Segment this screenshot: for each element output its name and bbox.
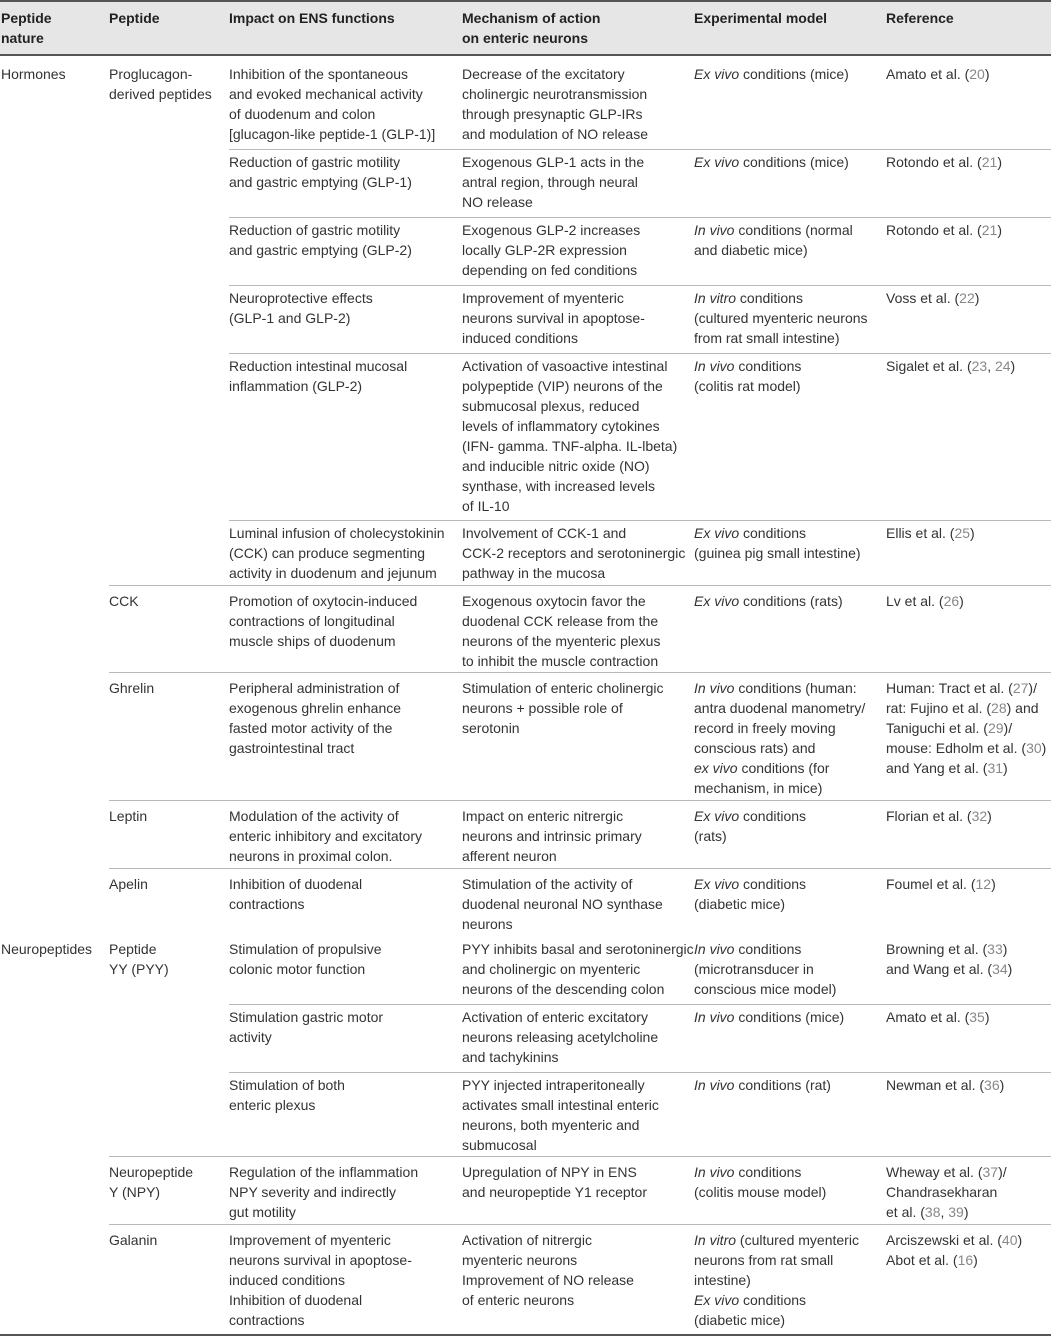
experimental-model-cell: [694, 591, 843, 611]
reference-cell: [886, 1162, 1007, 1222]
reference-text: Ellis et al. (: [886, 525, 955, 541]
reference-text: Sigalet et al. (: [886, 358, 972, 374]
row-divider: [229, 1004, 1051, 1005]
model-description: conditions (human: antra duodenal manometry/ record in freely moving conscious rats) and: [694, 680, 866, 756]
reference-number: 21: [981, 222, 998, 238]
model-condition-type: Ex vivo: [694, 66, 740, 82]
model-description: conditions (colitis mouse model): [694, 1164, 827, 1200]
reference-text: ): [1010, 358, 1016, 374]
reference-number: 21: [981, 154, 998, 170]
reference-number: 30: [1026, 740, 1042, 756]
row-divider: [109, 585, 1051, 586]
experimental-model-cell: [694, 523, 861, 563]
impact-cell: Inhibition of the spontaneous and evoked mechanical activity of duodenum and colon [glucagon-like peptide-1 (GLP-1)]: [229, 66, 436, 142]
model-description: conditions (microtransducer in conscious mice model): [694, 941, 837, 997]
reference-cell: [886, 356, 1015, 376]
reference-cell: [886, 939, 1012, 979]
reference-number: 31: [987, 760, 1004, 776]
reference-cell: [886, 1075, 1004, 1095]
reference-text: ): [987, 808, 992, 824]
reference-cell: [886, 1230, 1022, 1270]
reference-cell: [886, 152, 1002, 172]
mechanism-cell: Exogenous oxytocin favor the duodenal CCK release from the neurons of the myenteric plexus to inhibit the muscle contraction: [462, 593, 661, 669]
mechanism-cell: PYY inhibits basal and serotoninergic and cholinergic on myenteric neurons of the descending colon: [462, 941, 694, 997]
reference-text: Voss et al. (: [886, 290, 960, 306]
reference-text: ): [963, 1204, 969, 1220]
reference-text: ): [973, 1252, 978, 1268]
row-divider: [229, 1072, 1051, 1073]
model-description: conditions (rats): [694, 808, 807, 844]
experimental-model-cell: [694, 806, 806, 846]
reference-cell: [886, 591, 964, 611]
model-description: conditions (rats): [739, 593, 843, 609]
row-divider: [109, 868, 1051, 869]
reference-number: 22: [959, 290, 975, 306]
reference-text: Amato et al. (: [886, 1009, 970, 1025]
reference-text: )/ mouse: Edholm et al. (: [886, 720, 1027, 756]
model-condition-type: In vivo: [694, 941, 735, 957]
model-condition-type: In vivo: [694, 680, 735, 696]
impact-cell: Stimulation of propulsive colonic motor function: [229, 941, 382, 977]
nature-hormones: Hormones: [1, 66, 66, 82]
model-description: conditions (mice): [734, 1009, 845, 1025]
mechanism-cell: Involvement of CCK-1 and CCK-2 receptors and serotoninergic pathway in the mucosa: [462, 525, 686, 581]
model-condition-type: Ex vivo: [694, 593, 740, 609]
experimental-model-cell: [694, 1075, 831, 1095]
header-impact: Impact on ENS functions: [229, 10, 395, 26]
reference-text: ): [1003, 760, 1008, 776]
model-description: conditions (mice): [739, 66, 849, 82]
reference-number: 36: [984, 1077, 1000, 1093]
impact-cell: Promotion of oxytocin-induced contractions of longitudinal muscle ships of duodenum: [229, 593, 418, 649]
reference-cell: [886, 806, 992, 826]
reference-cell: [886, 288, 979, 308]
reference-text: ) and Yang et al. (: [886, 740, 1047, 776]
mechanism-cell: Upregulation of NPY in ENS and neuropeptide Y1 receptor: [462, 1164, 647, 1200]
reference-text: ) Abot et al. (: [886, 1232, 1023, 1268]
experimental-model-cell: [694, 64, 849, 84]
header-mechanism: Mechanism of action on enteric neurons: [462, 10, 601, 46]
reference-text: )/ Chandrasekharan et al. (: [886, 1164, 1007, 1220]
reference-text: ): [1007, 961, 1013, 977]
reference-text: ): [984, 1009, 990, 1025]
impact-cell: Reduction of gastric motility and gastric emptying (GLP-1): [229, 154, 412, 190]
impact-cell: Stimulation of both enteric plexus: [229, 1077, 345, 1113]
reference-text: Wheway et al. (: [886, 1164, 983, 1180]
model-description: conditions (for mechanism, in mice): [694, 760, 830, 796]
mechanism-cell: Exogenous GLP-2 increases locally GLP-2R expression depending on fed conditions: [462, 222, 641, 278]
model-description: conditions (rat): [734, 1077, 831, 1093]
mechanism-cell: Stimulation of enteric cholinergic neurons + possible role of serotonin: [462, 680, 664, 736]
peptide-npy: Neuropeptide Y (NPY): [109, 1164, 194, 1200]
mechanism-cell: Activation of vasoactive intestinal polypeptide (VIP) neurons of the submucosal plexus, reduced levels of inflammatory cytokines (IFN- gamma. TNF-alpha. IL-lbeta) and inducible nitric oxide (NO) synthase, with increased levels of IL-10: [462, 358, 678, 514]
table-bottom-rule: [0, 1334, 1051, 1336]
model-description: conditions (normal and diabetic mice): [694, 222, 853, 258]
reference-text: ): [970, 525, 975, 541]
model-description: conditions (diabetic mice): [694, 1292, 807, 1328]
reference-number: 25: [954, 525, 971, 541]
reference-text: ): [974, 290, 980, 306]
reference-text: Newman et al. (: [886, 1077, 985, 1093]
peptide-pyy: Peptide YY (PYY): [109, 941, 169, 977]
peptide-galanin: Galanin: [109, 1232, 158, 1248]
model-condition-type: Ex vivo: [694, 1292, 740, 1308]
header-experimental-model: Experimental model: [694, 10, 828, 26]
impact-cell: Inhibition of duodenal contractions: [229, 876, 363, 912]
experimental-model-cell: [694, 939, 836, 999]
reference-number: 23: [971, 358, 988, 374]
nature-neuropeptides: Neuropeptides: [1, 941, 93, 957]
row-divider: [229, 520, 1051, 521]
reference-text: ) and Taniguchi et al. (: [886, 700, 1039, 736]
model-description: conditions (diabetic mice): [694, 876, 807, 912]
reference-number: 26: [943, 593, 960, 609]
model-condition-type: ex vivo: [694, 760, 738, 776]
reference-number: 12: [975, 876, 992, 892]
experimental-model-cell: [694, 678, 865, 798]
reference-cell: [886, 220, 1002, 240]
reference-number: 16: [957, 1252, 974, 1268]
reference-text: Lv et al. (: [886, 593, 944, 609]
reference-text: Rotondo et al. (: [886, 154, 982, 170]
reference-text: ): [997, 154, 1002, 170]
reference-cell: [886, 523, 975, 543]
reference-text: Rotondo et al. (: [886, 222, 982, 238]
row-divider: [109, 1156, 1051, 1157]
model-condition-type: In vivo: [694, 1009, 735, 1025]
reference-number: 34: [992, 961, 1008, 977]
reference-number: 20: [969, 66, 985, 82]
header-reference: Reference: [886, 10, 954, 26]
reference-text: Human: Tract et al. (: [886, 680, 1013, 696]
model-condition-type: Ex vivo: [694, 808, 740, 824]
model-condition-type: In vitro: [694, 290, 737, 306]
reference-text: ): [984, 66, 990, 82]
row-divider: [109, 672, 1051, 673]
header-peptide: Peptide: [109, 10, 160, 26]
reference-text: Florian et al. (: [886, 808, 972, 824]
row-divider: [229, 217, 1051, 218]
peptide-apelin: Apelin: [109, 876, 148, 892]
peptide-ghrelin: Ghrelin: [109, 680, 155, 696]
experimental-model-cell: [694, 1162, 826, 1202]
reference-text: Amato et al. (: [886, 66, 970, 82]
peptide-cck: CCK: [109, 593, 139, 609]
model-condition-type: In vitro: [694, 1232, 737, 1248]
reference-text: ,: [940, 1204, 949, 1220]
model-description: conditions (mice): [739, 154, 849, 170]
reference-number: 33: [987, 941, 1003, 957]
reference-number: 35: [969, 1009, 985, 1025]
reference-text: Browning et al. (: [886, 941, 988, 957]
impact-cell: Modulation of the activity of enteric inhibitory and excitatory neurons in proximal colon.: [229, 808, 422, 864]
impact-cell: Stimulation gastric motor activity: [229, 1009, 384, 1045]
experimental-model-cell: [694, 1007, 844, 1027]
header-peptide-nature: Peptide nature: [1, 10, 52, 46]
model-condition-type: In vivo: [694, 1164, 735, 1180]
mechanism-cell: Decrease of the excitatory cholinergic neurotransmission through presynaptic GLP-IRs and modulation of NO release: [462, 66, 648, 142]
reference-number: 38: [924, 1204, 941, 1220]
impact-cell: Luminal infusion of cholecystokinin (CCK) can produce segmenting activity in duodenum and jejunum: [229, 525, 445, 581]
reference-text: )/ rat: Fujino et al. (: [886, 680, 1037, 716]
impact-cell: Regulation of the inflammation NPY severity and indirectly gut motility: [229, 1164, 419, 1220]
reference-text: ): [997, 222, 1002, 238]
impact-cell: Peripheral administration of exogenous ghrelin enhance fasted motor activity of the gastrointestinal tract: [229, 680, 402, 756]
model-condition-type: In vivo: [694, 1077, 735, 1093]
peptide-leptin: Leptin: [109, 808, 148, 824]
row-divider: [109, 1224, 1051, 1225]
experimental-model-cell: [694, 220, 853, 260]
reference-text: ) and Wang et al. (: [886, 941, 1008, 977]
model-condition-type: In vivo: [694, 222, 735, 238]
model-description: conditions (cultured myenteric neurons from rat small intestine): [694, 290, 868, 346]
model-condition-type: Ex vivo: [694, 525, 740, 541]
model-condition-type: Ex vivo: [694, 876, 740, 892]
impact-cell: Reduction intestinal mucosal inflammation (GLP-2): [229, 358, 408, 394]
experimental-model-cell: [694, 356, 801, 396]
mechanism-cell: Improvement of myenteric neurons survival in apoptose- induced conditions: [462, 290, 645, 346]
mechanism-cell: Activation of nitrergic myenteric neurons Improvement of NO release of enteric neurons: [462, 1232, 634, 1308]
reference-text: ): [991, 876, 996, 892]
row-divider: [229, 353, 1051, 354]
model-condition-type: Ex vivo: [694, 154, 740, 170]
reference-number: 28: [991, 700, 1007, 716]
mechanism-cell: Exogenous GLP-1 acts in the antral region, through neural NO release: [462, 154, 645, 210]
model-condition-type: In vivo: [694, 358, 735, 374]
reference-cell: [886, 678, 1046, 778]
row-divider: [229, 149, 1051, 150]
reference-number: 24: [994, 358, 1011, 374]
row-divider: [109, 800, 1051, 801]
experimental-model-cell: [694, 288, 868, 348]
reference-number: 27: [1012, 680, 1029, 696]
row-divider: [229, 285, 1051, 286]
experimental-model-cell: [694, 152, 849, 172]
impact-cell: Improvement of myenteric neurons survival in apoptose- induced conditions Inhibition of duodenal contractions: [229, 1232, 412, 1328]
reference-number: 39: [948, 1204, 964, 1220]
reference-text: ): [959, 593, 964, 609]
model-description: conditions (guinea pig small intestine): [694, 525, 861, 561]
impact-cell: Neuroprotective effects (GLP-1 and GLP-2): [229, 290, 373, 326]
mechanism-cell: Stimulation of the activity of duodenal neuronal NO synthase neurons: [462, 876, 663, 932]
reference-text: Arciszewski et al. (: [886, 1232, 1002, 1248]
model-description: (cultured myenteric neurons from rat small intestine): [694, 1232, 859, 1288]
reference-number: 40: [1001, 1232, 1018, 1248]
reference-cell: [886, 64, 990, 84]
reference-number: 32: [971, 808, 988, 824]
reference-text: ,: [987, 358, 995, 374]
mechanism-cell: Impact on enteric nitrergic neurons and intrinsic primary afferent neuron: [462, 808, 642, 864]
reference-cell: [886, 874, 996, 894]
model-description: conditions (colitis rat model): [694, 358, 802, 394]
reference-number: 29: [987, 720, 1004, 736]
experimental-model-cell: [694, 874, 806, 914]
impact-cell: Reduction of gastric motility and gastric emptying (GLP-2): [229, 222, 412, 258]
peptide-proglucagon: Proglucagon- derived peptides: [109, 66, 212, 102]
reference-text: ): [999, 1077, 1005, 1093]
reference-text: Foumel et al. (: [886, 876, 976, 892]
mechanism-cell: Activation of enteric excitatory neurons releasing acetylcholine and tachykinins: [462, 1009, 659, 1065]
experimental-model-cell: [694, 1230, 859, 1330]
reference-cell: [886, 1007, 990, 1027]
reference-number: 37: [982, 1164, 999, 1180]
mechanism-cell: PYY injected intraperitoneally activates small intestinal enteric neurons, both myenteric and submucosal: [462, 1077, 659, 1153]
